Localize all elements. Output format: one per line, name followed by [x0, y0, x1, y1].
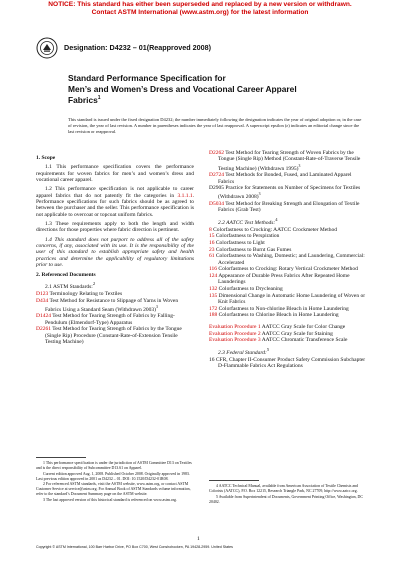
reference-item — [209, 266, 369, 272]
reference-code-link[interactable]: D2262 — [209, 150, 224, 156]
referenced-heading: 2. Referenced Documents — [36, 271, 96, 278]
footnote: Current edition approved Aug. 1, 2008. Published October 2008. Originally approved in 1983. Last previous edition approved in 2001 as D4232 – 01. DOI: 10.1520/D4232-01R08. — [36, 471, 190, 481]
reference-title: AATCC Chromatic Transference Scale — [260, 337, 348, 344]
reference-title: AATCC Gray Scale for Staining — [260, 330, 333, 337]
right-column — [209, 150, 369, 370]
reference-title: Colorfastness to Light — [214, 240, 265, 247]
reference-code-link[interactable]: 15 — [209, 233, 215, 240]
reference-title: Test Methods for Bonded, Fused, and Laminated Apparel Fabrics — [218, 172, 352, 185]
reference-item — [209, 240, 369, 246]
reference-title: Appearance of Durable Press Fabrics After Repeated Home Launderings — [217, 273, 350, 286]
footnote-mark: 3 — [298, 163, 301, 168]
reference-title: AATCC Gray Scale for Color Change — [260, 323, 346, 330]
reference-item — [209, 185, 369, 201]
reference-code-link[interactable]: 8 — [209, 226, 212, 233]
astm-reference-list — [36, 291, 194, 345]
reference-title: Test Method for Breaking Strength and Elongation of Textile Fabrics (Grab Test) — [218, 200, 360, 214]
reference-item — [36, 298, 194, 314]
scope-1-3: 1.3 These requirements apply to both the length and width directions for those properties where fabric direction is pertinent. — [36, 221, 194, 234]
reference-code-link[interactable]: 23 — [209, 246, 215, 253]
reference-item — [209, 324, 369, 330]
reference-title: Dimensional Change in Automatic Home Laundering of Woven or Knit Fabrics — [217, 292, 366, 305]
reference-code-link[interactable]: Evaluation Procedure 3 — [209, 337, 261, 344]
federal-reference: 16 CFR, Chapter II-Consumer Product Safety Commission Subchapter D-Flammable Fabrics Act Regulations — [209, 356, 366, 370]
reference-title: Colorfastness to Crocking: Rotary Vertical Crockmeter Method — [217, 266, 358, 273]
reference-item — [209, 286, 369, 292]
title-line-1: Standard Performance Specification for — [68, 73, 226, 83]
footnotes-left — [36, 461, 194, 503]
evaluation-procedure-list — [209, 324, 369, 344]
reference-title: Colorfastness to Burnt Gas Fumes — [214, 246, 292, 253]
footnote-mark: 3 — [258, 192, 261, 197]
reference-title: Colorfastness to Non-chlorine Bleach in Home Laundering — [217, 305, 349, 312]
footnotes-right — [209, 484, 369, 505]
page-number: 1 — [197, 536, 200, 542]
left-column — [36, 152, 194, 346]
reference-code-link[interactable]: D434 — [36, 297, 49, 304]
footnote: 4 AATCC Technical Manual, available from American Association of Textile Chemists and Colorists (AATCC), P.O. Box 12215, Research Triangle Park, NC 27709, http://www.aatcc.org. — [209, 484, 358, 493]
reference-code-link[interactable]: D2724 — [209, 172, 224, 179]
document-title — [68, 73, 368, 106]
reference-code-link[interactable]: 116 — [209, 266, 218, 273]
reference-item — [209, 331, 369, 337]
title-line-3: Fabrics — [68, 95, 98, 105]
footnote-mark: 3 — [155, 305, 158, 309]
reference-code-link[interactable]: 188 — [209, 312, 218, 319]
reference-item — [209, 150, 369, 172]
astm-standards-heading: 2.1 ASTM Standards:$^2$ — [45, 280, 96, 290]
reference-item — [209, 273, 369, 286]
reference-item — [209, 312, 369, 318]
reference-item — [209, 293, 369, 306]
footnote-rule-right — [209, 480, 259, 481]
reference-item — [36, 326, 194, 345]
reference-title: Test Method for Tearing Strength of Fabrics by the Tongue (Single Rip) Procedure (Constant-Rate-of-Extension Tensile Testing Machine) — [45, 326, 182, 346]
reference-code-link[interactable]: 172 — [209, 305, 218, 312]
reference-title: Colorfastness to Chlorine Bleach in Home Laundering — [217, 312, 339, 319]
footnote: 3 The last approved version of this historical standard is referenced on www.astm.org. — [43, 497, 177, 502]
reference-title: Colorfastness to Washing, Domestic; and Laundering, Commercial: Accelerated — [214, 253, 365, 266]
reference-code-link[interactable]: 135 — [209, 292, 218, 299]
reference-item — [36, 313, 194, 326]
footnote-rule-left — [36, 457, 86, 458]
reference-code-link[interactable]: D2261 — [36, 326, 51, 333]
footnote: 1 This performance specification is under the jurisdiction of ASTM Committee D13 on Textiles and is the direct responsibility of Subcommittee D13.61 on Apparel. — [36, 461, 192, 470]
footnote: 2 For referenced ASTM standards, visit the ASTM website, www.astm.org, or contact ASTM Customer Service at service@astm.org. For Annual Book of ASTM Standards volume information, refer to the standard’s Document Summary page on the ASTM website. — [36, 482, 191, 497]
reference-code-link[interactable]: Evaluation Procedure 2 — [209, 330, 261, 337]
reference-code-link[interactable]: Evaluation Procedure 1 — [209, 323, 261, 330]
scope-1-1: 1.1 This performance specification covers the performance requirements for woven fabrics for men’s and women’s dress and vocational career apparel. — [36, 164, 194, 184]
scope-1-4: 1.4 This standard does not purport to address all of the safety concerns, if any, associated with its use. It is the responsibility of the user of this standard to establish appropriate safety and health practices and determine the applicability of regulatory limitations prior to use. — [36, 236, 194, 269]
footnote: 5 Available from Superintendent of Documents, Government Printing Office, Washington, DC 20402. — [209, 494, 363, 504]
aatcc-heading: 2.2 AATCC Test Methods:$^4$ — [218, 216, 278, 226]
reference-item — [209, 201, 369, 214]
notice-line-1: NOTICE: This standard has either been superseded and replaced by a new version or withdrawn. — [48, 1, 352, 8]
reference-item — [209, 337, 369, 343]
reference-item — [36, 291, 194, 297]
reference-title: Colorfastness to Perspiration — [214, 233, 280, 240]
reference-item — [209, 233, 369, 239]
reference-code-link[interactable]: D5034 — [209, 200, 224, 207]
reference-code-link[interactable]: D123 — [36, 291, 49, 298]
reference-title: Test Method for Tearing Strength of Fabrics by Falling-Pendulum (Elmendorf-Type) Apparatus — [45, 313, 175, 326]
scope-heading: 1. Scope — [36, 155, 56, 161]
reference-title: Test Method for Tearing Strength of Woven Fabrics by the Tongue (Single Rip) Method (Constant-Rate-of-Traverse Tensile Testing Machine) (Withdrawn 1995) — [218, 150, 361, 172]
reference-item — [209, 306, 369, 312]
designation: Designation: D4232 – 01(Reapproved 2008) — [64, 43, 211, 52]
aatcc-reference-list — [209, 227, 369, 319]
astm-reference-list-continued — [209, 150, 369, 214]
standard-issuance-note: This standard is issued under the fixed designation D4232; the number immediately following the designation indicates the year of original adoption or, in the case of revision, the year of last revision. A number in parentheses indicates the year of last reapproval. A superscript epsilon (ε) indicates an editorial change since the last revision or reapproval. — [68, 117, 362, 134]
scope-1-2: 1.2 This performance specification is not applicable to career apparel fabrics that do not patently fit the categories in 3.1.1.1. Performance specifications for such fabrics should be as agreed to between the purchaser and the seller. This performance specification is not applicable to overcoat or topcoat uniform fabrics. — [36, 186, 194, 218]
reference-code-link[interactable]: D1424 — [36, 313, 51, 320]
reference-item — [209, 172, 369, 185]
notice-banner — [0, 1, 400, 17]
title-footnote-mark: 1 — [97, 95, 101, 102]
reference-code-link[interactable]: 132 — [209, 285, 218, 292]
reference-title: Practice for Statements on Number of Specimens for Textiles (Withdrawn 2008) — [218, 185, 361, 201]
copyright-footer: Copyright © ASTM International, 100 Barr Harbor Drive, PO Box C700, West Conshohocken, PA 19428-2959. United States — [36, 545, 233, 549]
reference-item — [209, 253, 369, 266]
federal-standard-heading: 2.3 Federal Standard:$^5$ — [218, 346, 270, 356]
reference-title: Terminology Relating to Textiles — [48, 291, 123, 298]
title-line-2: Men’s and Women’s Dress and Vocational Career Apparel — [68, 84, 297, 94]
astm-logo-icon — [36, 37, 58, 59]
notice-line-2: Contact ASTM International (www.astm.org) for the latest information — [91, 9, 309, 16]
reference-code-link[interactable]: 61 — [209, 253, 215, 260]
section-link[interactable]: 3.1.1.1 — [177, 192, 193, 199]
reference-code-link[interactable]: 124 — [209, 273, 218, 279]
reference-title: Test Method for Resistance to Slippage of Yarns in Woven Fabrics Using a Standard Seam (Withdrawn 2003) — [45, 297, 179, 313]
reference-title: Colorfastness to Drycleaning — [217, 285, 283, 292]
reference-code-link[interactable]: 16 — [209, 240, 215, 247]
reference-code-link: D2905 — [209, 185, 224, 192]
reference-title: Colorfastness to Crocking: AATCC Crockmeter Method — [211, 226, 338, 233]
